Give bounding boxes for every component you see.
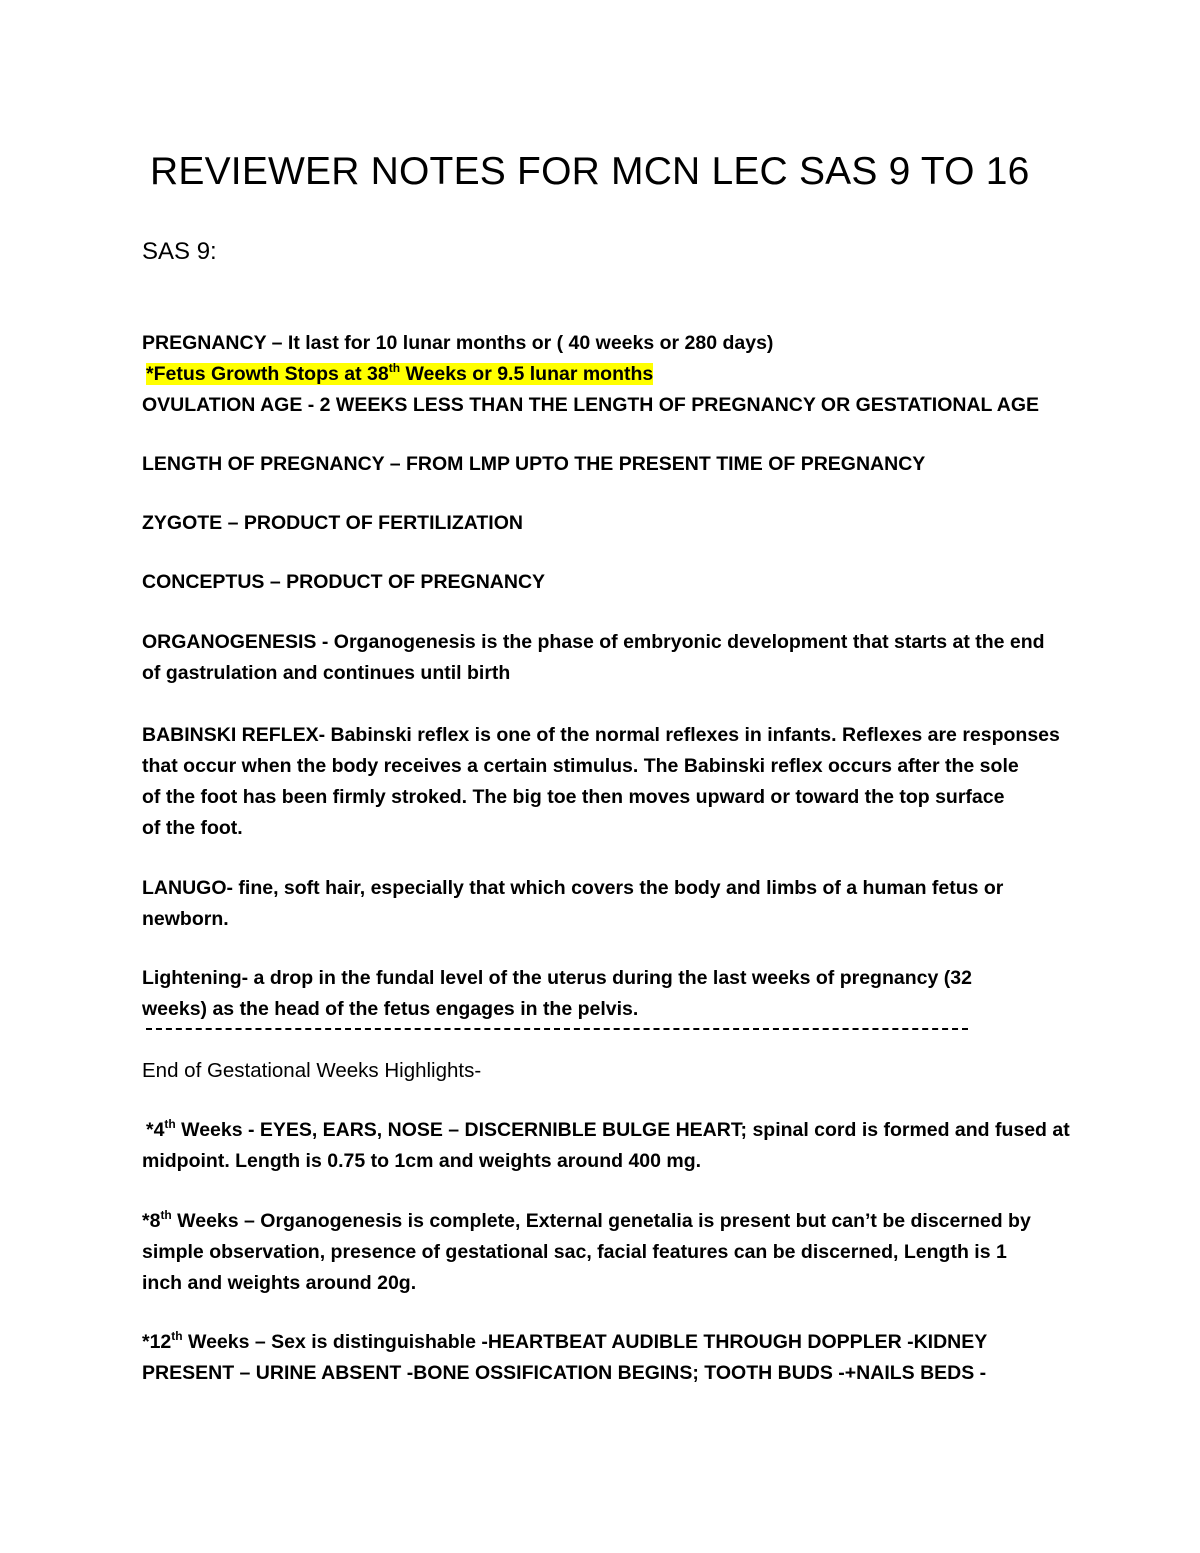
week12-sup: th: [171, 1329, 183, 1343]
lightening-line-1: Lightening- a drop in the fundal level of the uterus during the last weeks of pregnancy (32: [142, 967, 972, 989]
week4-sup: th: [164, 1117, 176, 1131]
babinski-line-2: that occur when the body receives a certain stimulus. The Babinski reflex occurs after the sole: [142, 755, 1019, 777]
week8-text: Weeks – Organogenesis is complete, External genetalia is present but can’t be discerned by: [171, 1210, 1031, 1232]
fetus-growth-suffix: Weeks or 9.5 lunar months: [400, 363, 654, 385]
week8-line-2: simple observation, presence of gestational sac, facial features can be discerned, Length is 1: [142, 1241, 1007, 1263]
week4-line-2: midpoint. Length is 0.75 to 1cm and weights around 400 mg.: [142, 1150, 702, 1172]
lanugo-line-2: newborn.: [142, 908, 229, 930]
ovulation-age-definition: OVULATION AGE - 2 WEEKS LESS THAN THE LENGTH OF PREGNANCY OR GESTATIONAL AGE: [142, 394, 1040, 416]
week12-prefix: *12: [142, 1331, 172, 1353]
week4-line-1: [146, 1117, 1070, 1143]
conceptus-definition: CONCEPTUS – PRODUCT OF PREGNANCY: [142, 571, 546, 593]
week8-line-3: inch and weights around 20g.: [142, 1272, 417, 1294]
fetus-growth-sup: th: [388, 361, 401, 375]
lightening-line-2: weeks) as the head of the fetus engages in the pelvis.: [142, 998, 639, 1020]
week12-text: Weeks – Sex is distinguishable -HEARTBEAT AUDIBLE THROUGH DOPPLER -KIDNEY: [182, 1331, 988, 1353]
week12-line-2: PRESENT – URINE ABSENT -BONE OSSIFICATION BEGINS; TOOTH BUDS -+NAILS BEDS -: [142, 1362, 987, 1384]
fetus-growth-note: [146, 361, 653, 387]
pregnancy-definition: PREGNANCY – It last for 10 lunar months or ( 40 weeks or 280 days): [142, 332, 774, 354]
babinski-line-3: of the foot has been firmly stroked. The big toe then moves upward or toward the top surface: [142, 786, 1005, 808]
week12-line-1: [142, 1329, 987, 1355]
zygote-definition: ZYGOTE – PRODUCT OF FERTILIZATION: [142, 512, 523, 534]
week4-prefix: *4: [146, 1119, 165, 1141]
lanugo-line-1: LANUGO- fine, soft hair, especially that which covers the body and limbs of a human fetus or: [142, 877, 1004, 899]
week8-sup: th: [160, 1208, 172, 1222]
week4-text: Weeks - EYES, EARS, NOSE – DISCERNIBLE BULGE HEART; spinal cord is formed and fused at: [175, 1119, 1070, 1141]
highlights-heading: End of Gestational Weeks Highlights-: [142, 1059, 482, 1082]
page-title: REVIEWER NOTES FOR MCN LEC SAS 9 TO 16: [150, 150, 1030, 193]
organogenesis-line-1: ORGANOGENESIS - Organogenesis is the phase of embryonic development that starts at the end: [142, 631, 1045, 653]
length-of-pregnancy-definition: LENGTH OF PREGNANCY – FROM LMP UPTO THE PRESENT TIME OF PREGNANCY: [142, 453, 926, 475]
week8-prefix: *8: [142, 1210, 161, 1232]
week8-line-1: [142, 1208, 1031, 1234]
dashed-divider: [146, 1028, 968, 1030]
organogenesis-line-2: of gastrulation and continues until birth: [142, 662, 511, 684]
section-heading: SAS 9:: [142, 238, 217, 265]
babinski-line-4: of the foot.: [142, 817, 243, 839]
babinski-line-1: BABINSKI REFLEX- Babinski reflex is one of the normal reflexes in infants. Reflexes are responses: [142, 724, 1060, 746]
fetus-growth-prefix: *Fetus Growth Stops at 38: [146, 363, 389, 385]
